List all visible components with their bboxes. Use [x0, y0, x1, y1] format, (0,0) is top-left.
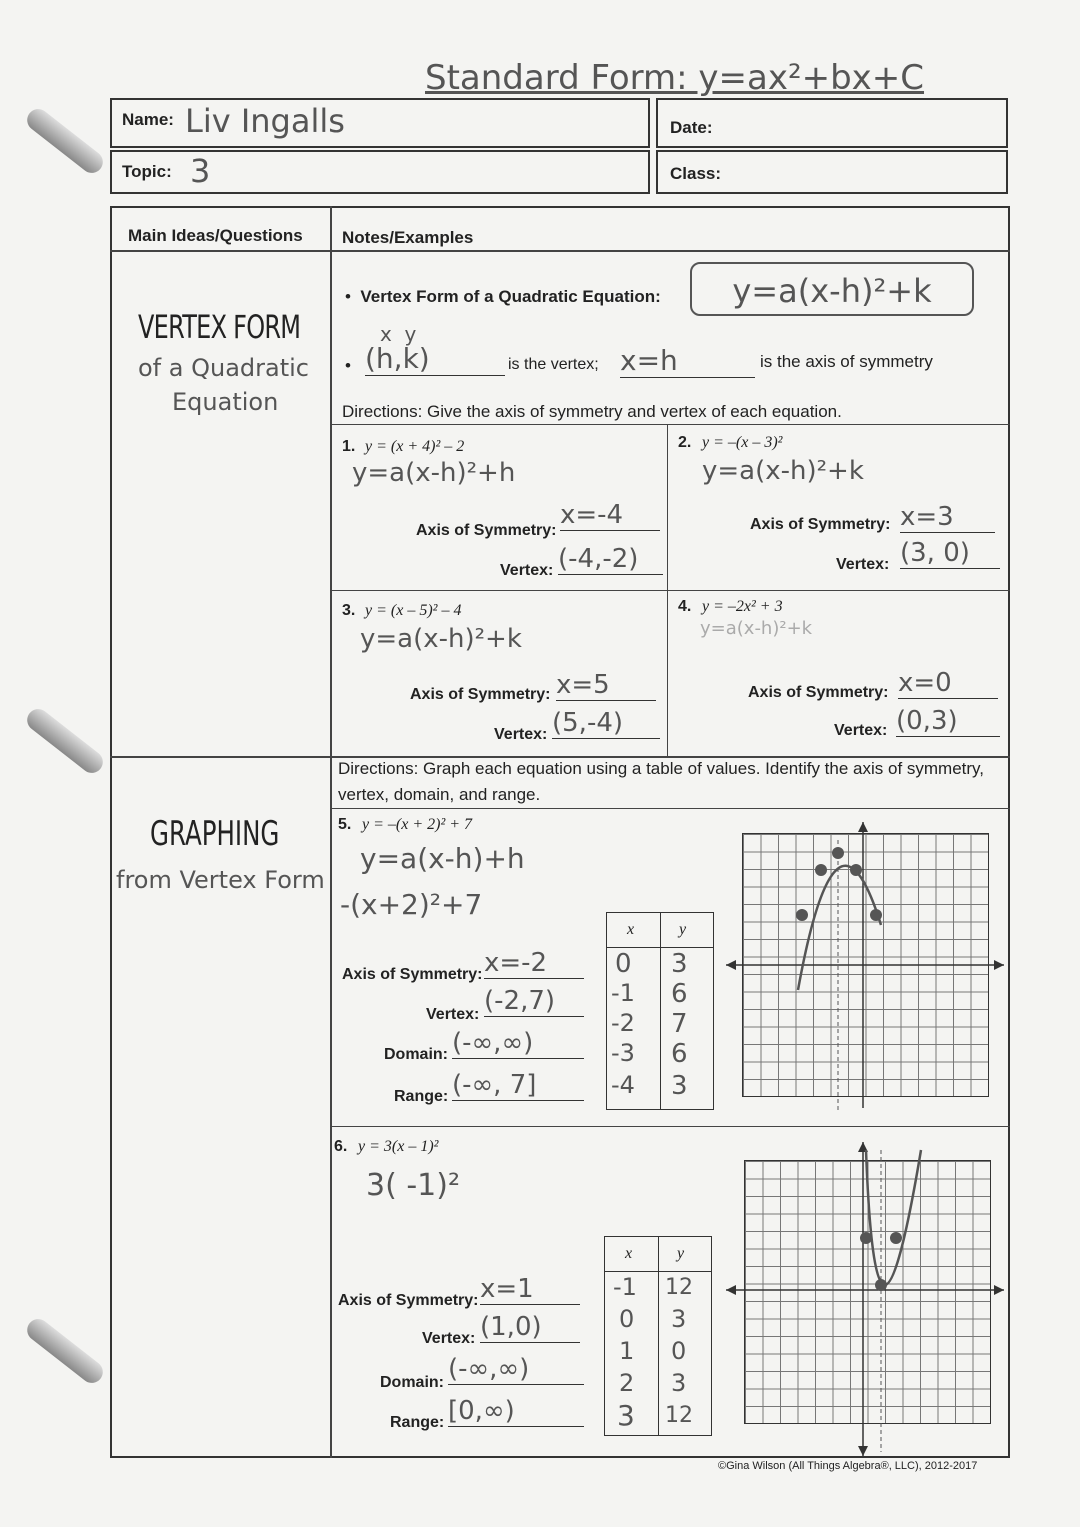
binder-ring-middle — [23, 705, 107, 778]
problems-top-line — [330, 424, 1010, 425]
problem-3-number: 3. — [342, 602, 356, 619]
problem-5-range-label: Range: — [394, 1088, 449, 1105]
problem-6-x-1[interactable]: 0 — [619, 1305, 635, 1333]
problem-6-y-0[interactable]: 12 — [665, 1275, 693, 1300]
problem-3-equation: y = (x – 5)² – 4 — [365, 602, 462, 619]
vertex-form-label: Vertex Form of a Quadratic Equation: — [360, 287, 661, 306]
problem-6-y-4[interactable]: 12 — [665, 1403, 693, 1428]
problem-5-work-2: -(x+2)²+7 — [340, 888, 483, 921]
problem-5-table — [606, 912, 714, 1110]
problem-1-equation: y = (x + 4)² – 2 — [365, 438, 465, 455]
problem-6-vertex-label: Vertex: — [422, 1330, 476, 1347]
graphing-title: GRAPHING — [150, 814, 280, 854]
problem-3-axis-label: Axis of Symmetry: — [410, 686, 551, 703]
problem-2-vertex[interactable]: (3, 0) — [900, 538, 1000, 569]
problem-2-number: 2. — [678, 434, 692, 451]
problem-5-point-far-right — [870, 909, 882, 921]
problem-6-graph — [726, 1140, 1006, 1458]
graph-problems-divider — [330, 1126, 1010, 1127]
problem-1-vertex[interactable]: (-4,-2) — [558, 544, 663, 575]
problem-5-point-vertex — [832, 847, 844, 859]
main-ideas-header: Main Ideas/Questions — [128, 226, 303, 245]
problem-6-parabola — [866, 1150, 921, 1285]
problem-6-y-header: y — [677, 1245, 685, 1262]
problem-5-y-header: y — [679, 921, 687, 938]
topic-label: Topic: — [122, 162, 172, 181]
problem-1-number: 1. — [342, 438, 356, 455]
problem-4-axis[interactable]: x=0 — [898, 668, 998, 699]
problem-5-x-header: x — [627, 921, 635, 938]
problem-2-equation: y = –(x – 3)² — [702, 434, 783, 451]
problem-5-y-0[interactable]: 3 — [671, 949, 688, 979]
date-label: Date: — [670, 118, 713, 137]
vertex-form-subtitle-1: of a Quadratic — [138, 354, 309, 382]
binder-ring-top — [23, 105, 107, 178]
problems-row-divider — [330, 590, 1010, 591]
problem-5-point-right — [850, 864, 862, 876]
graphing-directions-line — [330, 808, 1010, 809]
vertex-form-answer[interactable]: y=a(x-h)²+k — [690, 262, 974, 316]
topic-value[interactable]: 3 — [190, 152, 211, 190]
is-vertex-text: is the vertex; — [508, 356, 599, 373]
problem-5-axis[interactable]: x=-2 — [484, 948, 584, 979]
problem-5-y-3[interactable]: 6 — [671, 1039, 688, 1069]
problem-5-x-axis-arrow-right — [994, 960, 1004, 970]
vertex-directions: Directions: Give the axis of symmetry and vertex of each equation. — [342, 402, 842, 421]
graphing-subtitle: from Vertex Form — [116, 866, 325, 894]
problem-6-range-label: Range: — [390, 1414, 445, 1431]
problem-4-vertex[interactable]: (0,3) — [896, 706, 1000, 737]
problem-4-equation: y = –2x² + 3 — [702, 598, 783, 615]
problem-3-vertex[interactable]: (5,-4) — [552, 708, 660, 739]
problem-5-parabola — [798, 866, 881, 990]
bullet-vertex-form: • Vertex Form of a Quadratic Equation: — [345, 287, 661, 306]
problem-6-point-vertex — [875, 1279, 887, 1291]
copyright-footer: ©Gina Wilson (All Things Algebra®, LLC), 2012-2017 — [718, 1460, 978, 1472]
problem-5-y-2[interactable]: 7 — [671, 1009, 688, 1039]
problem-5-domain[interactable]: (-∞,∞) — [452, 1028, 584, 1059]
problem-2-axis-label: Axis of Symmetry: — [750, 516, 891, 533]
problem-5-x-0[interactable]: 0 — [615, 949, 632, 979]
problem-6-x-2[interactable]: 1 — [619, 1337, 635, 1365]
problem-5-range[interactable]: (-∞, 7] — [452, 1070, 584, 1101]
problem-5-x-3[interactable]: -3 — [611, 1039, 635, 1067]
notes-header: Notes/Examples — [342, 228, 474, 247]
problem-6-equation: y = 3(x – 1)² — [358, 1138, 439, 1155]
problem-5-equation: y = –(x + 2)² + 7 — [362, 816, 473, 833]
problem-3-axis[interactable]: x=5 — [556, 670, 656, 701]
problem-5-y-1[interactable]: 6 — [671, 979, 688, 1009]
graphing-directions: Directions: Graph each equation using a table of values. Identify the axis of symmetry, vertex, domain, and range. — [338, 759, 985, 804]
problem-5-work-1: y=a(x-h)+h — [360, 842, 525, 875]
problem-2-work: y=a(x-h)²+k — [702, 456, 864, 486]
problem-6-domain[interactable]: (-∞,∞) — [448, 1354, 584, 1385]
problem-6-x-3[interactable]: 2 — [619, 1369, 635, 1397]
binder-ring-bottom — [23, 1315, 107, 1388]
axis-answer[interactable]: x=h — [620, 344, 755, 378]
hk-answer[interactable]: (h,k) — [365, 342, 505, 376]
problem-6-y-1[interactable]: 3 — [671, 1305, 687, 1333]
problem-5-x-1[interactable]: -1 — [611, 979, 635, 1007]
column-divider — [330, 206, 332, 1458]
problem-1-axis-label: Axis of Symmetry: — [416, 522, 557, 539]
problem-6-y-3[interactable]: 3 — [671, 1369, 687, 1397]
problem-6-range[interactable]: [0,∞) — [448, 1396, 584, 1427]
problem-5-x-2[interactable]: -2 — [611, 1009, 635, 1037]
is-vertex-label — [508, 356, 599, 374]
problem-5-vertex-label: Vertex: — [426, 1006, 480, 1023]
problem-6-point-right — [890, 1232, 902, 1244]
problem-6-x-header: x — [625, 1245, 633, 1262]
problem-4-number: 4. — [678, 598, 692, 615]
problem-4-vertex-label: Vertex: — [834, 722, 888, 739]
problem-4-axis-label: Axis of Symmetry: — [748, 684, 889, 701]
hk-annotation: x y — [380, 322, 417, 346]
problem-6-vertex[interactable]: (1,0) — [480, 1312, 580, 1343]
vertex-form-subtitle-2: Equation — [172, 388, 279, 416]
problem-1-vertex-label: Vertex: — [500, 562, 554, 579]
name-label: Name: — [122, 110, 174, 129]
problem-5-point-far-left — [796, 909, 808, 921]
problem-1-work: y=a(x-h)²+h — [352, 458, 516, 488]
bullet-hk: • — [345, 356, 351, 375]
problem-3-work: y=a(x-h)²+k — [360, 624, 522, 654]
is-axis-label: is the axis of symmetry — [760, 352, 933, 371]
problem-6-x-axis-arrow-right — [994, 1285, 1004, 1295]
problem-6-domain-label: Domain: — [380, 1374, 444, 1391]
problem-6-axis-label-visible: Axis of Symmetry: — [338, 1292, 479, 1309]
problem-6-axis[interactable]: x=1 — [480, 1274, 580, 1305]
problem-5-y-axis-arrow — [858, 822, 868, 832]
name-value[interactable]: Liv Ingalls — [185, 102, 345, 140]
problem-5-y-4[interactable]: 3 — [671, 1071, 688, 1101]
problem-6-x-0[interactable]: -1 — [613, 1273, 637, 1301]
problem-6-x-4[interactable]: 3 — [617, 1399, 635, 1432]
problem-5-vertex[interactable]: (-2,7) — [484, 986, 584, 1017]
problem-5-graph — [726, 820, 1006, 1110]
standard-form-note: Standard Form: y=ax²+bx+C — [425, 58, 925, 98]
class-label: Class: — [670, 164, 722, 183]
problem-6-work: 3( -1)² — [366, 1168, 460, 1203]
problem-5-axis-label: Axis of Symmetry: — [342, 966, 483, 983]
problem-6-y-2[interactable]: 0 — [671, 1337, 687, 1365]
problem-5-point-left — [815, 864, 827, 876]
problem-6-number: 6. — [334, 1138, 348, 1155]
problem-2-vertex-label: Vertex: — [836, 556, 890, 573]
problem-5-x-axis-arrow-left — [726, 960, 736, 970]
problem-5-domain-label: Domain: — [384, 1046, 448, 1063]
header-row-divider — [110, 250, 1010, 252]
problem-6-x-axis-arrow-left — [726, 1285, 736, 1295]
problem-4-work: y=a(x-h)²+k — [700, 618, 813, 639]
problem-5-x-4[interactable]: -4 — [611, 1071, 635, 1099]
problem-2-axis[interactable]: x=3 — [900, 502, 995, 533]
vertex-form-title: VERTEX FORM — [138, 308, 301, 346]
problem-1-axis[interactable]: x=-4 — [560, 500, 660, 531]
problem-6-table — [604, 1236, 712, 1436]
problem-3-vertex-label: Vertex: — [494, 726, 548, 743]
problem-6-y-axis-arrow-bottom — [858, 1446, 868, 1456]
problem-5-number: 5. — [338, 816, 352, 833]
problem-6-point-left — [860, 1232, 872, 1244]
